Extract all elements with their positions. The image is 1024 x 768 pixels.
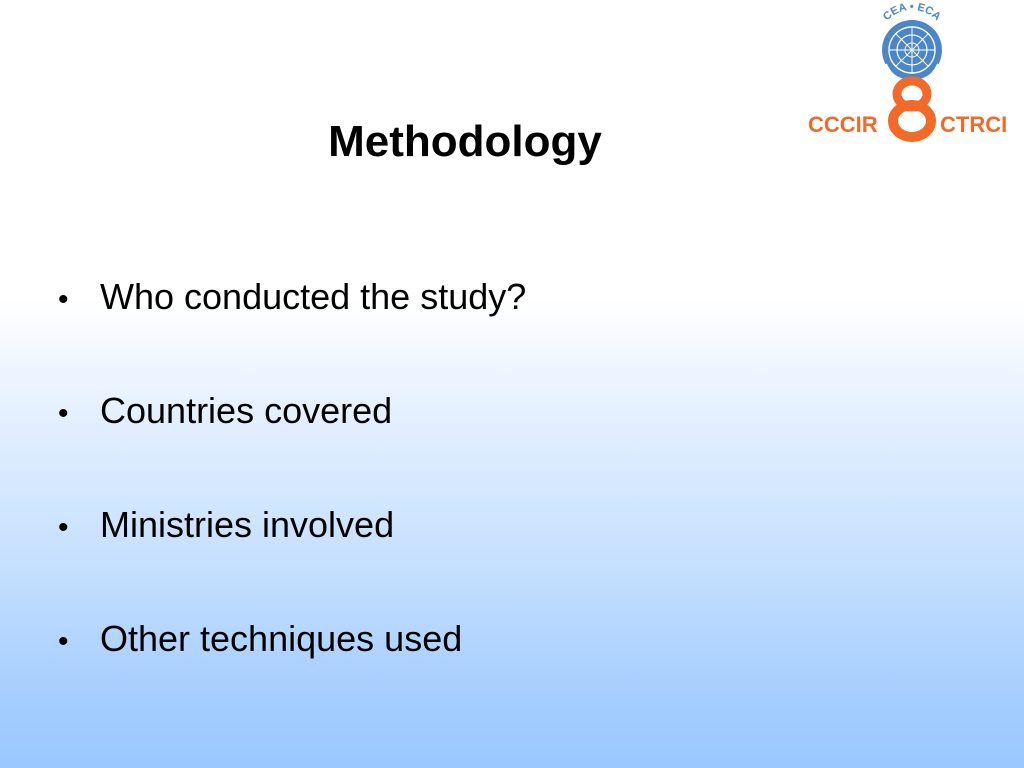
bullet-item <box>58 384 526 498</box>
bullet-item <box>58 270 526 384</box>
bullet-text: Other techniques used <box>100 618 463 659</box>
bullet-text: Who conducted the study? <box>100 276 527 317</box>
bullet-text: Countries covered <box>100 390 393 431</box>
logo-left-text: CCCIR <box>808 112 878 137</box>
logo-arc-text: CEA • ECA <box>880 2 944 24</box>
bullet-icon: • <box>58 625 69 658</box>
bullet-icon: • <box>58 511 69 544</box>
bullet-item <box>58 612 526 726</box>
bullet-icon: • <box>58 397 69 430</box>
bullet-item <box>58 498 526 612</box>
logo-right-text: CTRCI <box>940 112 1008 137</box>
un-emblem-icon <box>882 20 942 80</box>
bullet-list <box>58 270 526 726</box>
slide-title: Methodology <box>328 117 602 166</box>
bullet-icon: • <box>58 283 69 316</box>
bullet-text: Ministries involved <box>100 504 395 545</box>
